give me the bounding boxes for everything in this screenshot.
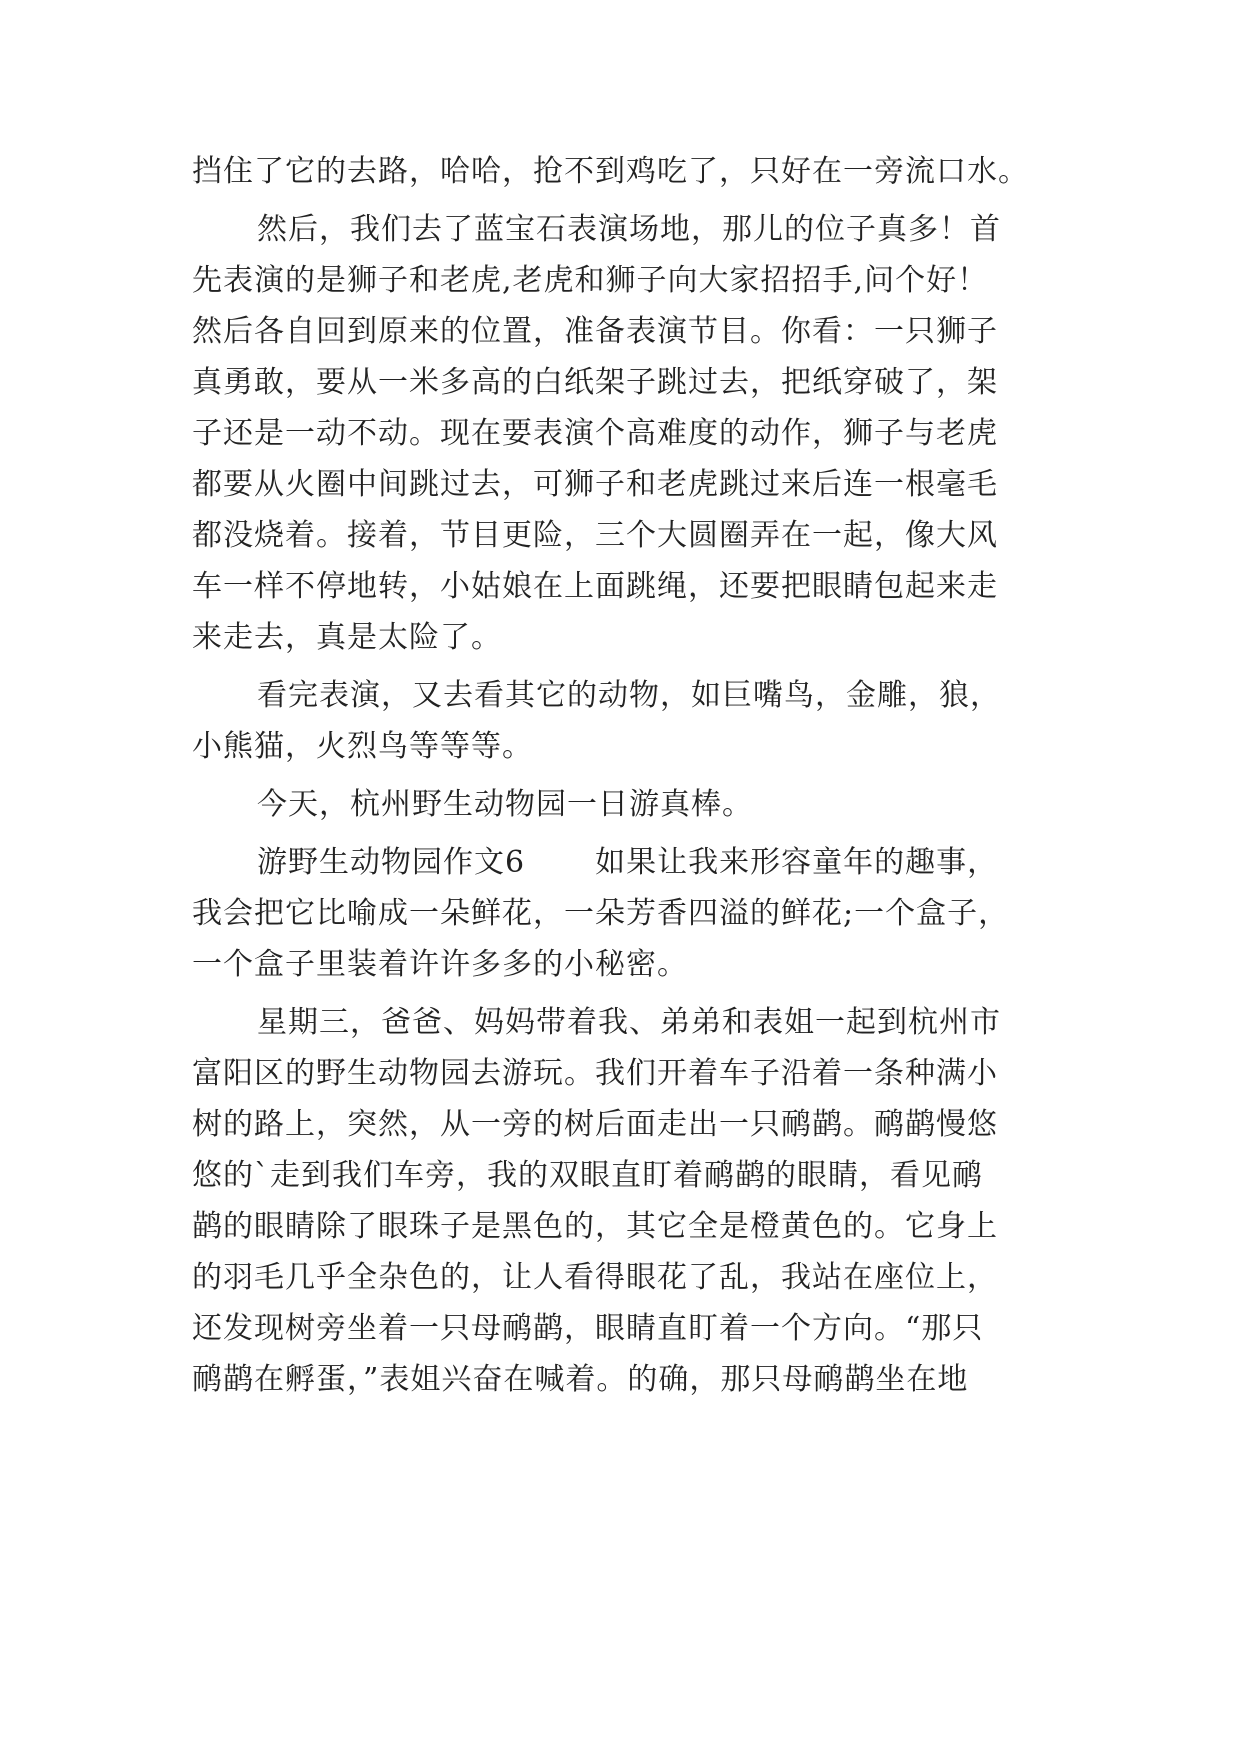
text-line: 都要从火圈中间跳过去，可狮子和老虎跳过来后连一根毫毛 <box>192 467 998 502</box>
section-heading: 游野生动物园作文6 <box>257 845 526 880</box>
text-line: 挡住了它的去路，哈哈，抢不到鸡吃了，只好在一旁流口水。 <box>192 154 1029 189</box>
text-line: 然后各自回到原来的位置，准备表演节目。你看：一只狮子 <box>192 314 998 349</box>
text-line: 子还是一动不动。现在要表演个高难度的动作，狮子与老虎 <box>192 416 998 451</box>
text-line: 的羽毛几乎全杂色的，让人看得眼花了乱，我站在座位上， <box>192 1260 998 1295</box>
text-line: 鸸鹋在孵蛋，”表姐兴奋在喊着。的确，那只母鸸鹋坐在地 <box>192 1362 969 1397</box>
paragraph-first-line: 星期三，爸爸、妈妈带着我、弟弟和表姐一起到杭州市 <box>257 1005 1001 1040</box>
text-line: 车一样不停地转，小姑娘在上面跳绳，还要把眼睛包起来走 <box>192 569 998 604</box>
text-line: 真勇敢，要从一米多高的白纸架子跳过去，把纸穿破了，架 <box>192 365 998 400</box>
text-line: 富阳区的野生动物园去游玩。我们开着车子沿着一条种满小 <box>192 1056 998 1091</box>
text-line: 先表演的是狮子和老虎,老虎和狮子向大家招招手,问个好！ <box>192 263 989 298</box>
paragraph-first-line: 今天，杭州野生动物园一日游真棒。 <box>257 787 753 822</box>
text-line: 都没烧着。接着，节目更险，三个大圆圈弄在一起，像大风 <box>192 518 998 553</box>
text-line: 树的路上，突然，从一旁的树后面走出一只鸸鹋。鸸鹋慢悠 <box>192 1107 998 1142</box>
text-line: 一个盒子里装着许许多多的小秘密。 <box>192 947 688 982</box>
paragraph-first-line: 看完表演，又去看其它的动物，如巨嘴鸟，金雕，狼， <box>257 678 1001 713</box>
text-line: 鹋的眼睛除了眼珠子是黑色的，其它全是橙黄色的。它身上 <box>192 1209 998 1244</box>
text-line: 如果让我来形容童年的趣事， <box>595 845 999 880</box>
section-heading-line <box>257 843 1050 883</box>
text-line: 小熊猫，火烈鸟等等等。 <box>192 729 533 764</box>
text-line: 来走去，真是太险了。 <box>192 620 502 655</box>
text-line: 悠的`走到我们车旁，我的双眼直盯着鸸鹋的眼睛，看见鸸 <box>192 1158 983 1193</box>
paragraph-first-line: 然后，我们去了蓝宝石表演场地，那儿的位子真多！首 <box>257 212 1001 247</box>
text-line: 还发现树旁坐着一只母鸸鹋，眼睛直盯着一个方向。“那只 <box>192 1311 984 1346</box>
text-line: 我会把它比喻成一朵鲜花，一朵芳香四溢的鲜花;一个盒子， <box>192 896 1010 931</box>
